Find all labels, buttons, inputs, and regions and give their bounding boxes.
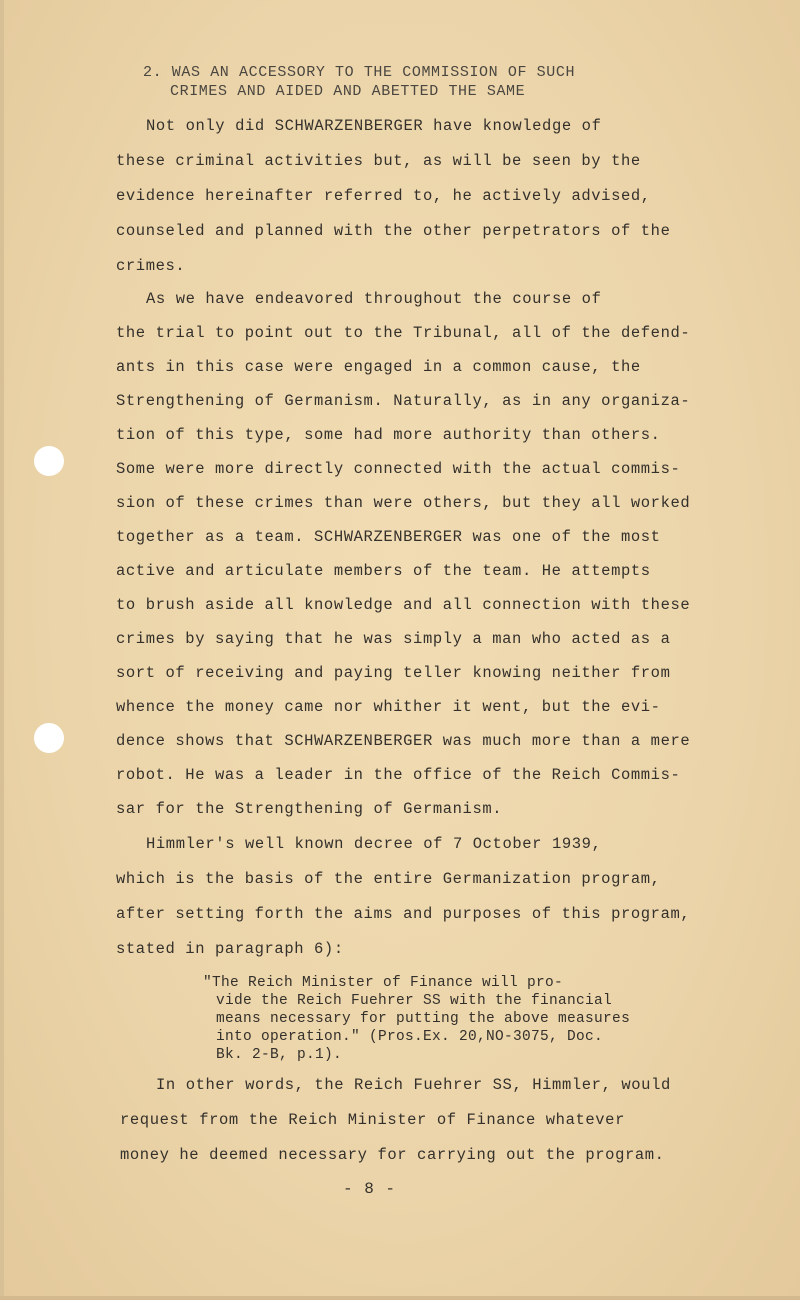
text-line: which is the basis of the entire Germanization program,: [116, 870, 661, 888]
text-line: Not only did SCHWARZENBERGER have knowledge of: [146, 117, 602, 135]
text-line: sion of these crimes than were others, but they all worked: [116, 494, 691, 512]
text-line: Strengthening of Germanism. Naturally, as in any organiza-: [116, 392, 691, 410]
page-left-edge: [0, 0, 4, 1300]
text-line: evidence hereinafter referred to, he actively advised,: [116, 187, 651, 205]
text-line: stated in paragraph 6):: [116, 940, 344, 958]
page-bottom-edge: [0, 1296, 800, 1300]
text-line: whence the money came nor whither it went, but the evi-: [116, 698, 661, 716]
text-line: ants in this case were engaged in a common cause, the: [116, 358, 641, 376]
text-line: money he deemed necessary for carrying out the program.: [120, 1146, 665, 1164]
punch-hole: [34, 723, 64, 753]
text-line: active and articulate members of the team. He attempts: [116, 562, 651, 580]
heading-line: CRIMES AND AIDED AND ABETTED THE SAME: [170, 83, 526, 100]
text-line: after setting forth the aims and purposes of this program,: [116, 905, 691, 923]
text-line: the trial to point out to the Tribunal, all of the defend-: [116, 324, 691, 342]
page-number: - 8 -: [343, 1180, 397, 1198]
text-line: Some were more directly connected with the actual commis-: [116, 460, 681, 478]
text-line: counseled and planned with the other perpetrators of the: [116, 222, 671, 240]
text-line: together as a team. SCHWARZENBERGER was one of the most: [116, 528, 661, 546]
quote-line: into operation." (Pros.Ex. 20,NO-3075, Doc.: [216, 1029, 604, 1045]
text-line: to brush aside all knowledge and all connection with these: [116, 596, 691, 614]
heading-line: 2. WAS AN ACCESSORY TO THE COMMISSION OF SUCH: [143, 64, 576, 81]
punch-hole: [34, 446, 64, 476]
quote-line: means necessary for putting the above measures: [216, 1011, 631, 1027]
text-line: As we have endeavored throughout the course of: [146, 290, 602, 308]
quote-line: "The Reich Minister of Finance will pro-: [203, 975, 564, 991]
text-line: sort of receiving and paying teller knowing neither from: [116, 664, 671, 682]
text-line: In other words, the Reich Fuehrer SS, Himmler, would: [156, 1076, 671, 1094]
text-line: sar for the Strengthening of Germanism.: [116, 800, 503, 818]
text-line: Himmler's well known decree of 7 October 1939,: [146, 835, 602, 853]
text-line: crimes.: [116, 257, 186, 275]
text-line: robot. He was a leader in the office of the Reich Commis-: [116, 766, 681, 784]
text-line: these criminal activities but, as will be seen by the: [116, 152, 641, 170]
text-line: tion of this type, some had more authority than others.: [116, 426, 661, 444]
quote-line: vide the Reich Fuehrer SS with the financial: [216, 993, 613, 1009]
quote-line: Bk. 2-B, p.1).: [216, 1047, 343, 1063]
text-line: request from the Reich Minister of Finance whatever: [120, 1111, 625, 1129]
text-line: crimes by saying that he was simply a man who acted as a: [116, 630, 671, 648]
text-line: dence shows that SCHWARZENBERGER was much more than a mere: [116, 732, 691, 750]
